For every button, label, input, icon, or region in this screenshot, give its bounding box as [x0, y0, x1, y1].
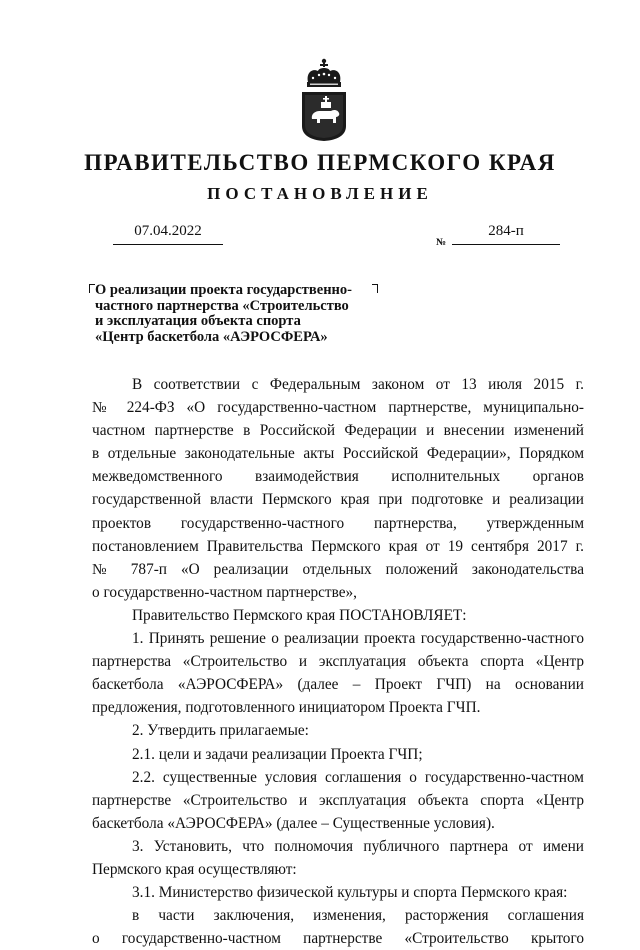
document-subject	[95, 283, 380, 345]
subject-corner-mark-left	[89, 284, 95, 293]
body-line: баскетбола «АЭРОСФЕРА» (далее – Существенные условия).	[92, 814, 495, 832]
body-line: государственной власти Пермского края при подготовке и реализации	[92, 491, 584, 509]
body-line: партнерстве «Строительство и эксплуатация объекта спорта «Центр	[92, 791, 584, 809]
document-date: 07.04.2022	[113, 223, 223, 245]
number-sign: №	[436, 237, 447, 248]
body-line: партнерства «Строительство и эксплуатация объекта спорта «Центр	[92, 653, 584, 671]
government-title: ПРАВИТЕЛЬСТВО ПЕРМСКОГО КРАЯ	[84, 150, 556, 175]
document-number: 284-п	[452, 223, 560, 245]
body-line: 2.2. существенные условия соглашения о государственно-частном	[132, 768, 584, 786]
body-line: 3.1. Министерство физической культуры и спорта Пермского края:	[132, 884, 568, 902]
subject-line: частного партнерства «Строительство	[95, 297, 349, 314]
body-line: в части заключения, изменения, расторжения соглашения	[132, 907, 584, 925]
body-line: о государственно-частном партнерстве «Строительство крытого	[92, 930, 584, 948]
body-line: 3. Установить, что полномочия публичного партнера от имени	[132, 837, 584, 855]
body-line: № 787-п «О реализации отдельных положений законодательства	[92, 560, 584, 578]
body-line: межведомственного взаимодействия исполнительных органов	[92, 468, 584, 486]
body-line: баскетбола «АЭРОСФЕРА» (далее – Проект ГЧП) на основании	[92, 676, 584, 694]
body-line: Правительство Пермского края ПОСТАНОВЛЯЕТ:	[132, 606, 467, 624]
subject-line: О реализации проекта государственно-	[95, 282, 352, 298]
body-line: постановлением Правительства Пермского края от 19 сентября 2017 г.	[92, 537, 584, 555]
body-line: предложения, подготовленного инициатором Проекта ГЧП.	[92, 699, 481, 717]
body-line: частном партнерстве в Российской Федерации и внесении изменений	[92, 422, 584, 440]
body-line: В соответствии с Федеральным законом от 13 июля 2015 г.	[132, 376, 584, 393]
body-line: проектов государственно-частного партнерства, утвержденным	[92, 514, 584, 532]
document-body	[92, 373, 584, 950]
subject-line: «Центр баскетбола «АЭРОСФЕРА»	[95, 328, 328, 345]
body-line: № 224-ФЗ «О государственно-частном партнерстве, муниципально-	[92, 399, 584, 417]
subject-corner-mark-right	[372, 284, 378, 293]
body-line: Пермского края осуществляют:	[92, 860, 297, 878]
body-line: 1. Принять решение о реализации проекта государственно-частного	[132, 630, 584, 648]
body-line: о государственно-частном партнерстве»,	[92, 583, 358, 601]
subject-line: и эксплуатация объекта спорта	[95, 313, 301, 329]
body-line: в отдельные законодательные акты Российской Федерации», Порядком	[92, 445, 584, 463]
document-type: ПОСТАНОВЛЕНИЕ	[207, 184, 433, 203]
body-line: 2. Утвердить прилагаемые:	[132, 722, 309, 740]
body-line: 2.1. цели и задачи реализации Проекта ГЧП;	[132, 745, 423, 763]
coat-of-arms-emblem	[298, 58, 350, 142]
